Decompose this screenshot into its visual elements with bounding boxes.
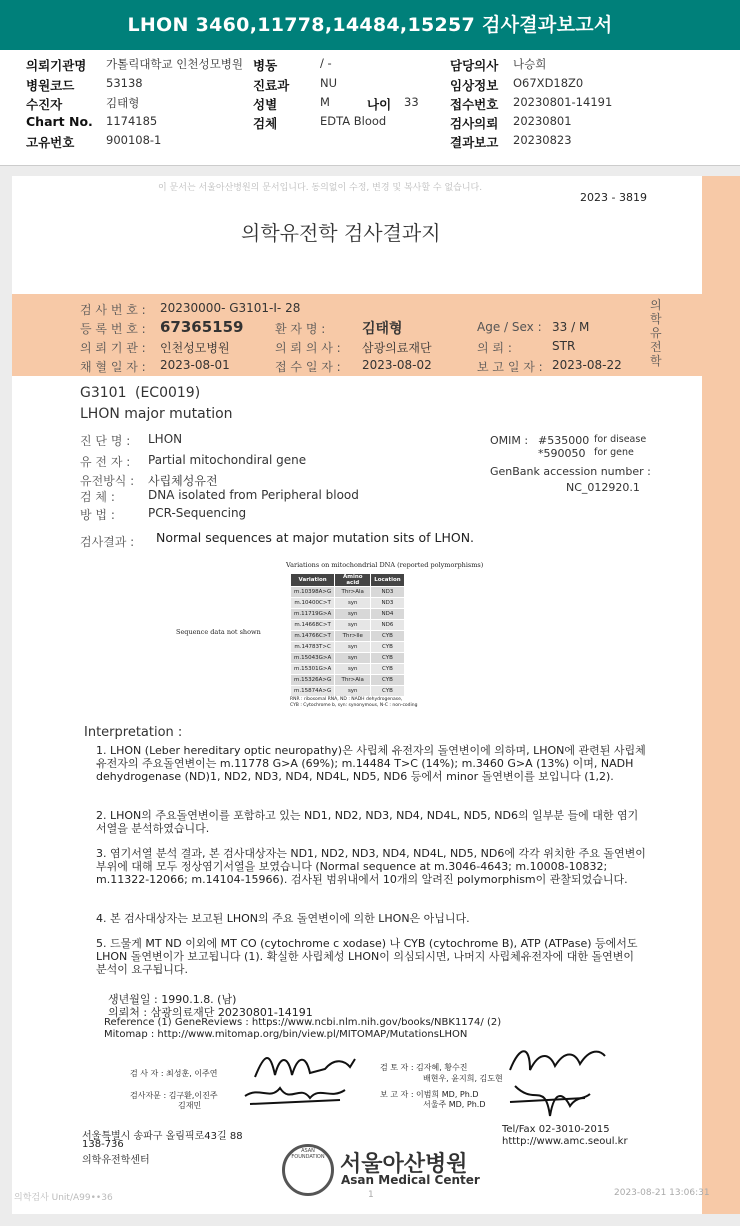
result-value: Normal sequences at major mutation sits of LHON. xyxy=(156,530,475,545)
reviewer-signature xyxy=(500,1040,610,1076)
variant-row xyxy=(291,609,405,620)
ward-label: 병동 xyxy=(253,58,278,73)
variant-cell: m.14783T>C xyxy=(291,642,335,653)
address-line-1: 서울특별시 송파구 올림픽로43길 88 xyxy=(82,1131,243,1142)
interpretation-heading: Interpretation : xyxy=(84,725,183,740)
foundation-text: ASAN FOUNDATION xyxy=(291,1148,325,1160)
omim-gene-note: for gene xyxy=(594,447,634,458)
test-code-secondary: (EC0019) xyxy=(135,385,201,401)
interpretation-paragraph-4: 4. 본 검사대상자는 보고된 LHON의 주요 돌연변이에 의한 LHON은 아닙니다. xyxy=(96,912,470,925)
print-code: 의학검사 Unit/A99••36 xyxy=(14,1193,113,1203)
omim-disease-id: #535000 xyxy=(538,434,590,447)
variant-row xyxy=(291,631,405,642)
variant-cell: Thr>Ile xyxy=(335,631,371,642)
age-sex-label: Age / Sex : xyxy=(477,320,542,334)
ref-doctor-label: 의 뢰 의 사 : xyxy=(275,341,341,355)
requester-line: 의뢰처 : 삼광의료재단 20230801-14191 xyxy=(108,1006,313,1019)
specimen-value: EDTA Blood xyxy=(320,114,387,128)
variant-cell: ND3 xyxy=(371,598,404,609)
variant-cell: ND3 xyxy=(371,587,404,598)
reporter-line: 보 고 자 : 이범희 MD, Ph.D xyxy=(380,1090,479,1099)
inst-value: 가톨릭대학교 인천성모병원 xyxy=(106,57,243,71)
variant-row xyxy=(291,598,405,609)
variant-cell: m.11719G>A xyxy=(291,609,335,620)
ref-label: 의 뢰 : xyxy=(477,341,512,355)
code-value: 53138 xyxy=(106,76,143,90)
genbank-value: NC_012920.1 xyxy=(566,481,640,494)
document-title: 의학유전학 검사결과지 xyxy=(241,221,441,245)
variant-cell: ND4 xyxy=(371,609,404,620)
variant-cell: m.15301G>A xyxy=(291,664,335,675)
variant-cell: CYB xyxy=(371,631,404,642)
sample-label: 검 체 : xyxy=(80,490,115,504)
diagnosis-label: 진 단 명 : xyxy=(80,434,131,448)
exam-no-label: 검 사 번 호 : xyxy=(80,303,146,317)
test-code: G3101 xyxy=(80,385,127,401)
reg-no-label: 등 록 번 호 : xyxy=(80,322,146,336)
variant-cell: m.15043G>A xyxy=(291,653,335,664)
age-sex-value: 33 / M xyxy=(552,320,590,334)
request-value: 20230801 xyxy=(513,114,572,128)
variant-cell: Thr>Ala xyxy=(335,587,371,598)
interpretation-paragraph-2: 2. LHON의 주요돌연변이를 포함하고 있는 ND1, ND2, ND3, ND4, ND4L, ND5, ND6의 일부분 들에 대한 염기서열을 분석하였습니다. xyxy=(96,809,639,835)
address-line-3: 의학유전학센터 xyxy=(82,1155,150,1166)
variant-table-title: Variations on mitochondrial DNA (reported polymorphisms) xyxy=(286,561,484,569)
report-label: 결과보고 xyxy=(450,135,499,150)
specimen-label: 검체 xyxy=(253,116,278,131)
omim-disease-note: for disease xyxy=(594,434,647,445)
variant-table xyxy=(290,573,405,697)
variant-cell: syn xyxy=(335,664,371,675)
result-label: 검사결과 : xyxy=(80,535,135,549)
code-label: 병원코드 xyxy=(26,78,75,93)
variant-cell: CYB xyxy=(371,664,404,675)
variant-footnote-2: CYB : Cytochrome b, syn: synonymous, N-C : non-coding xyxy=(290,703,418,708)
test-name: LHON major mutation xyxy=(80,406,233,422)
accept-date-value: 2023-08-02 xyxy=(362,358,432,372)
variant-row xyxy=(291,664,405,675)
request-label: 검사의뢰 xyxy=(450,116,499,131)
variant-cell: ND6 xyxy=(371,620,404,631)
exam-no-value: 20230000- G3101-I- 28 xyxy=(160,301,301,315)
inst-label: 의뢰기관명 xyxy=(26,58,87,73)
examiner-line: 검 사 자 : 최성훈, 이주연 xyxy=(130,1069,218,1078)
patient-name-value: 김태형 xyxy=(362,321,403,337)
variant-header-amino-acid: Amino acid xyxy=(335,574,371,587)
variant-cell: CYB xyxy=(371,675,404,686)
variant-row xyxy=(291,642,405,653)
side-color-strip xyxy=(702,176,740,1214)
report-date-label: 보 고 일 자 : xyxy=(477,360,543,374)
genbank-label: GenBank accession number : xyxy=(490,465,651,478)
sex-label: 성별 xyxy=(253,97,278,112)
advisor-line-2: 김재민 xyxy=(178,1101,202,1110)
hospital-name-english: Asan Medical Center xyxy=(341,1173,480,1187)
variant-cell: syn xyxy=(335,598,371,609)
variant-table-header-row xyxy=(291,574,405,587)
variant-cell: m.15874A>G xyxy=(291,686,335,697)
variant-header-location: Location xyxy=(371,574,404,587)
patient-label: 수진자 xyxy=(26,97,63,112)
collect-date-label: 채 혈 일 자 : xyxy=(80,360,146,374)
unique-label: 고유번호 xyxy=(26,135,75,150)
omim-gene-id: *590050 xyxy=(538,447,586,460)
variant-cell: m.14668C>T xyxy=(291,620,335,631)
age-label: 나이 xyxy=(367,97,392,112)
variant-row xyxy=(291,686,405,697)
variant-cell: CYB xyxy=(371,642,404,653)
chart-label: Chart No. xyxy=(26,114,93,129)
ref-value: STR xyxy=(552,339,576,353)
watermark-notice: 이 문서는 서울아산병원의 문서입니다. 동의없이 수정, 변경 및 복사할 수 없습니다. xyxy=(158,183,483,193)
method-label: 방 법 : xyxy=(80,508,115,522)
variant-cell: syn xyxy=(335,653,371,664)
ref-inst-value: 인천성모병원 xyxy=(160,341,230,355)
receipt-label: 접수번호 xyxy=(450,97,499,112)
variant-cell: Thr>Ala xyxy=(335,675,371,686)
print-timestamp: 2023-08-21 13:06:31 xyxy=(614,1188,710,1198)
date-of-birth: 생년월일 : 1990.1.8. (남) xyxy=(108,993,237,1006)
gene-label: 유 전 자 : xyxy=(80,455,131,469)
sex-value: M xyxy=(320,95,330,109)
reporter-line-2: 서울주 MD, Ph.D xyxy=(423,1100,486,1109)
ward-value: / - xyxy=(320,56,332,70)
clinical-label: 임상정보 xyxy=(450,78,499,93)
variant-cell: m.14766C>T xyxy=(291,631,335,642)
doctor-label: 담당의사 xyxy=(450,58,499,73)
reg-no-value: 67365159 xyxy=(160,318,244,336)
interpretation-paragraph-5: 5. 드물게 MT ND 이외에 MT CO (cytochrome c xodase) 나 CYB (cytochrome B), ATP (ATPase) 등에서도 LHON 돌연변이가 보고됩니다 (1). 확실한 사립체성 LHON이 의심되시면, 나머지 사립체유전자에 대한 돌연변이 분석이 요구됩니다. xyxy=(96,937,638,976)
side-vertical-label: 의학유전학 xyxy=(650,298,662,368)
request-info-header xyxy=(0,50,740,166)
interpretation-paragraph-3: 3. 염기서열 분석 결과, 본 검사대상자는 ND1, ND2, ND3, ND4, ND4L, ND5, ND6에 각각 위치한 주요 돌연변이 부위에 대해 모두 정상염기서열을 보였습니다 (Normal sequence at m.3046-4643; m.10008-10832; m.11322-12066; m.14104-15966). 검사된 범위내에서 10개의 알려진 polymorphism이 관찰되었습니다. xyxy=(96,847,646,886)
method-value: PCR-Sequencing xyxy=(148,506,247,520)
report-value: 20230823 xyxy=(513,133,572,147)
variant-cell: m.10398A>G xyxy=(291,587,335,598)
variant-row xyxy=(291,587,405,598)
inheritance-value: 사립체성유전 xyxy=(148,474,218,488)
reference-line: Reference (1) GeneReviews : https://www.ncbi.nlm.nih.gov/books/NBK1174/ (2) Mitomap : http://www.mitomap.org/bin/view.pl/MITOMAP/MutationsLHON xyxy=(104,1017,502,1040)
sequence-note: Sequence data not shown xyxy=(176,628,261,636)
variant-cell: syn xyxy=(335,609,371,620)
diagnosis-value: LHON xyxy=(148,432,183,446)
tel-fax: Tel/Fax 02-3010-2015 xyxy=(502,1124,610,1135)
dept-label: 진료과 xyxy=(253,78,290,93)
document-number: 2023 - 3819 xyxy=(580,191,647,204)
website: htttp://www.amc.seoul.kr xyxy=(502,1136,628,1147)
collect-date-value: 2023-08-01 xyxy=(160,358,230,372)
advisor-signature xyxy=(240,1076,350,1110)
gene-value: Partial mitochondiral gene xyxy=(148,453,307,467)
accept-date-label: 접 수 일 자 : xyxy=(275,360,341,374)
variant-row xyxy=(291,620,405,631)
page-number: 1 xyxy=(368,1190,374,1200)
variant-row xyxy=(291,653,405,664)
inheritance-label: 유전방식 : xyxy=(80,474,135,488)
address-line-2: 138-736 xyxy=(82,1139,124,1150)
variant-footnote-1: RNR : ribosomal RNA, ND : NADH dehydrogenase, xyxy=(290,697,403,702)
ref-inst-label: 의 뢰 기 관 : xyxy=(80,341,146,355)
report-date-value: 2023-08-22 xyxy=(552,358,622,372)
dept-value: NU xyxy=(320,76,338,90)
variant-cell: syn xyxy=(335,686,371,697)
clinical-value: O67XD18Z0 xyxy=(513,76,584,90)
chart-value: 1174185 xyxy=(106,114,158,128)
receipt-value: 20230801-14191 xyxy=(513,95,613,109)
patient-name-label: 환 자 명 : xyxy=(275,322,326,336)
doctor-value: 나승희 xyxy=(513,57,547,71)
interpretation-paragraph-1: 1. LHON (Leber hereditary optic neuropathy)은 사립체 유전자의 돌연변이에 의하며, LHON에 관련된 사립체 유전자의 주요돌연변이는 m.11778 G>A (69%); m.14484 T>C (14%); m.3460 G>A (13%) 이며, NADH dehydrogenase (ND)1, ND2, ND3, ND4, ND4L, ND5, ND6 등에서 minor 돌연변이를 보입니다 (1,2). xyxy=(96,744,646,783)
reporter-signature xyxy=(505,1076,595,1124)
report-title-banner: LHON 3460,11778,14484,15257 검사결과보고서 xyxy=(0,0,740,50)
advisor-line: 검사자문 : 김구환,이진주 xyxy=(130,1091,218,1100)
variant-header-variation: Variation xyxy=(291,574,335,587)
omim-label: OMIM : xyxy=(490,434,529,447)
variant-cell: CYB xyxy=(371,686,404,697)
variant-cell: m.10400C>T xyxy=(291,598,335,609)
variant-row xyxy=(291,675,405,686)
reviewer-line-2: 배현우, 윤지희, 김도현 xyxy=(423,1074,503,1083)
hospital-name-korean: 서울아산병원 xyxy=(340,1152,468,1177)
patient-value: 김태형 xyxy=(106,96,140,110)
unique-value: 900108-1 xyxy=(106,133,162,147)
variant-cell: m.15326A>G xyxy=(291,675,335,686)
ref-doctor-value: 삼광의료재단 xyxy=(362,341,432,355)
variant-cell: syn xyxy=(335,620,371,631)
reviewer-line: 검 토 자 : 김자혜, 황수진 xyxy=(380,1063,468,1072)
age-value: 33 xyxy=(404,95,419,109)
sample-value: DNA isolated from Peripheral blood xyxy=(148,488,359,502)
variant-cell: syn xyxy=(335,642,371,653)
variant-cell: CYB xyxy=(371,653,404,664)
